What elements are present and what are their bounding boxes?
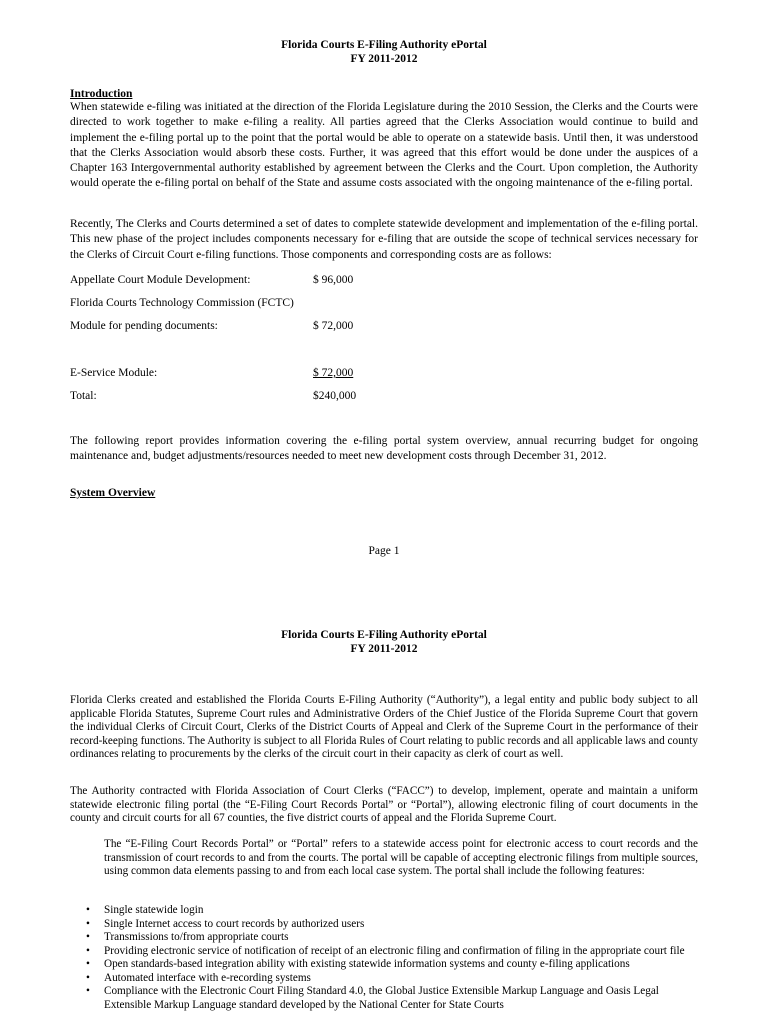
facc-paragraph: The Authority contracted with Florida Association of Court Clerks (“FACC”) to develop, implement, operate and maintain a uniform statewide electronic filing portal (the “E-Filing Court Records Portal” or “Portal”), allowing electronic filing of court documents in the county and circuit courts for all 67 counties, the five district courts of appeal and the Florida Supreme Court. bbox=[70, 785, 698, 824]
feature-text: Providing electronic service of notification of receipt of an electronic filing and confirmation of filing in the appropriate court file bbox=[104, 944, 685, 957]
introduction-paragraph: When statewide e-filing was initiated at the direction of the Florida Legislature during the 2010 Session, the Clerks and the Courts were directed to work together to make e-filing a reality. All parties agreed that the Clerks Association would continue to build and implement the e-filing portal up to the point that the portal would be able to operate on a statewide basis. Until then, it was understood that the Clerks Association would absorb these costs. Further, it was agreed that this effort would be done under the auspices of a Chapter 163 Intergovernmental authority established by agreement between the Clerks and the Court. Upon completion, the Authority would operate the e-filing portal on behalf of the State and assume costs associated with the ongoing maintenance of the e-filing portal. bbox=[70, 101, 698, 190]
appellate-module-label: Appellate Court Module Development: bbox=[70, 274, 251, 286]
bullet-icon: • bbox=[86, 985, 90, 997]
list-item bbox=[70, 918, 698, 932]
fctc-label: Florida Courts Technology Commission (FCTC) bbox=[70, 297, 294, 309]
list-item bbox=[70, 958, 698, 972]
bullet-icon: • bbox=[86, 917, 90, 930]
eservice-module-label: E-Service Module: bbox=[70, 367, 158, 379]
bullet-icon: • bbox=[86, 931, 90, 943]
list-item bbox=[70, 931, 698, 945]
feature-text: Transmissions to/from appropriate courts bbox=[104, 931, 289, 943]
bullet-icon: • bbox=[86, 971, 90, 984]
total-value: $240,000 bbox=[313, 390, 357, 402]
pending-module-value: $ 72,000 bbox=[313, 320, 354, 332]
feature-text: Open standards-based integration ability with existing statewide information systems and county e-filing applications bbox=[104, 958, 630, 970]
total-label: Total: bbox=[70, 390, 97, 402]
feature-text: Compliance with the Electronic Court Filing Standard 4.0, the Global Justice Extensible Markup Language and Oasis Legal Extensible Markup Language standard developed by the National Center for State Courts bbox=[104, 985, 659, 1011]
page-2-title bbox=[0, 628, 768, 656]
appellate-module-value: $ 96,000 bbox=[313, 274, 354, 286]
page-2-title-line-1: Florida Courts E-Filing Authority ePortal bbox=[281, 629, 487, 641]
list-item bbox=[70, 972, 698, 986]
list-item bbox=[70, 945, 698, 959]
bullet-icon: • bbox=[86, 944, 90, 957]
features-list bbox=[70, 904, 698, 1012]
feature-text: Single statewide login bbox=[104, 904, 204, 916]
recent-paragraph: Recently, The Clerks and Courts determined a set of dates to complete statewide development and implementation of the e-filing portal. This new phase of the project includes components necessary for e-filing that are outside the scope of technical services necessary for the Clerks of Circuit Court e-filing functions. Those components and corresponding costs are as follows: bbox=[70, 218, 698, 261]
list-item bbox=[70, 985, 698, 1012]
page-number: Page 1 bbox=[368, 545, 400, 557]
bullet-icon: • bbox=[86, 958, 90, 970]
page-1-title bbox=[0, 38, 768, 66]
eservice-module-value: $ 72,000 bbox=[313, 367, 354, 379]
introduction-heading: Introduction bbox=[70, 88, 133, 100]
report-paragraph: The following report provides information covering the e-filing portal system overview, annual recurring budget for ongoing maintenance and, budget adjustments/resources needed to meet new development costs through December 31, 2012. bbox=[70, 435, 698, 463]
authority-paragraph: Florida Clerks created and established the Florida Courts E-Filing Authority (“Authority”), a legal entity and public body subject to all applicable Florida Statutes, Supreme Court rules and Administrative Orders of the Chief Justice of the Florida Supreme Court that govern the individual Clerks of Circuit Court, Clerks of the District Courts of Appeal and Clerk of the Supreme Court in the performance of their record-keeping functions. The Authority is subject to all Florida Rules of Court relating to public records and all applicable laws and county ordinances relating to procurements by the clerks of the circuit court in their capacity as clerk of court as well. bbox=[70, 694, 698, 760]
portal-definition-paragraph: The “E-Filing Court Records Portal” or “Portal” refers to a statewide access point for electronic access to court records and the transmission of court records to and from the courts. The portal will be capable of accepting electronic filings from multiple sources, using common data elements passing to and from each local case system. The portal shall include the following features: bbox=[104, 838, 698, 877]
page-2-title-line-2: FY 2011-2012 bbox=[350, 643, 418, 655]
system-overview-heading: System Overview bbox=[70, 487, 156, 499]
page-1-title-line-1: Florida Courts E-Filing Authority ePortal bbox=[281, 39, 487, 51]
page-1-title-line-2: FY 2011-2012 bbox=[350, 53, 418, 65]
pending-module-label: Module for pending documents: bbox=[70, 320, 218, 332]
feature-text: Automated interface with e-recording systems bbox=[104, 971, 311, 984]
list-item bbox=[70, 904, 698, 918]
feature-text: Single Internet access to court records by authorized users bbox=[104, 917, 365, 930]
bullet-icon: • bbox=[86, 904, 90, 916]
